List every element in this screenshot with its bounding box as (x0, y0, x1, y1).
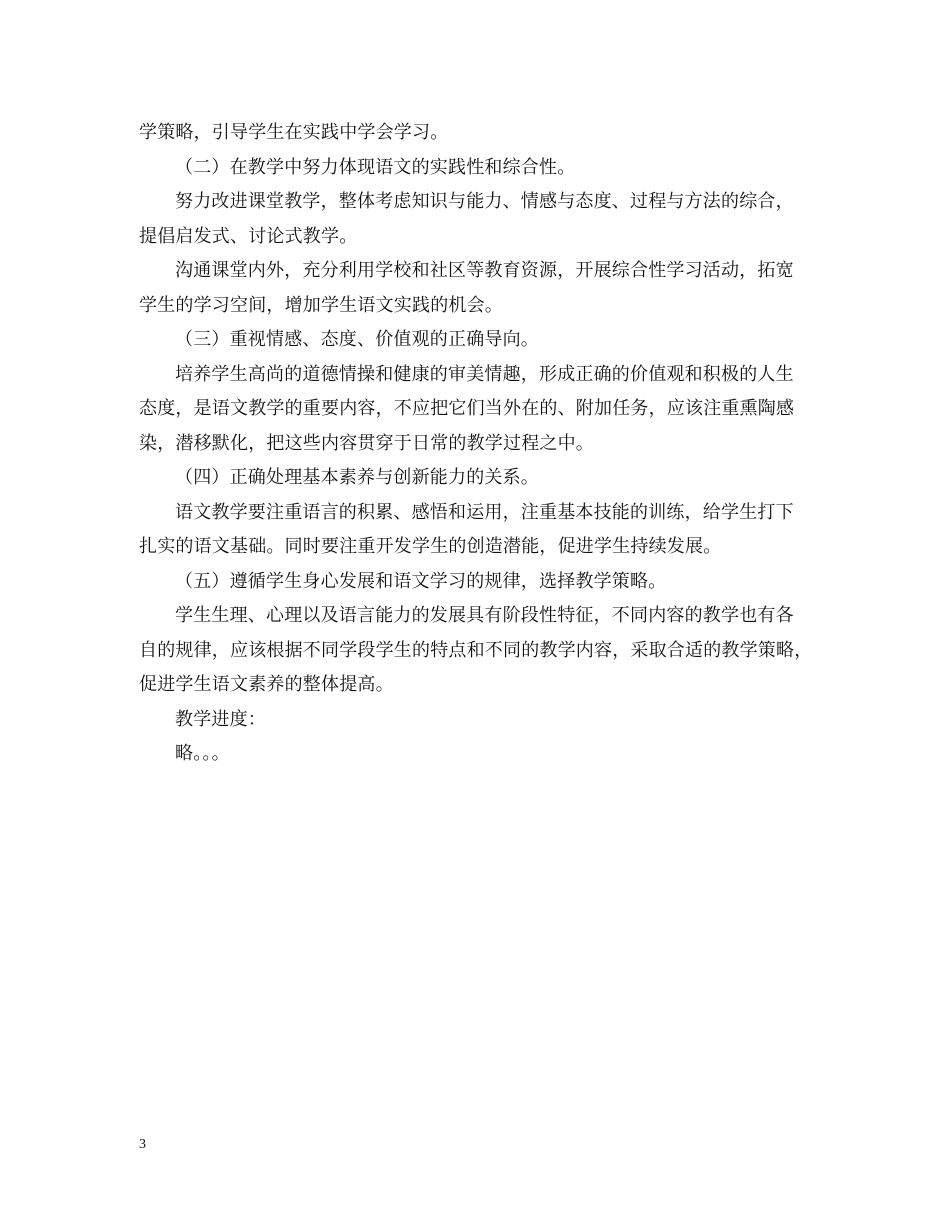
section-heading-4: （四）正确处理基本素养与创新能力的关系。 (175, 467, 539, 488)
text-line-continuation: 学策略，引导学生在实践中学会学习。 (139, 122, 449, 143)
document-body (139, 116, 819, 772)
paragraph-line: 语文教学要注重语言的积累、感悟和运用，注重基本技能的训练，给学生打下 (175, 501, 794, 523)
paragraph-line: 自的规律，应该根据不同学段学生的特点和不同的教学内容，采取合适的教学策略， (139, 639, 813, 661)
paragraph-line: 染，潜移默化，把这些内容贯穿于日常的教学过程之中。 (139, 432, 594, 454)
paragraph-line: 促进学生语文素养的整体提高。 (139, 674, 394, 695)
paragraph-line: 提倡启发式、讨论式教学。 (139, 225, 358, 247)
paragraph-line: 培养学生高尚的道德情操和健康的审美情趣，形成正确的价值观和积极的人生 (175, 363, 794, 385)
paragraph-line: 努力改进课堂教学，整体考虑知识与能力、情感与态度、过程与方法的综合， (175, 191, 794, 212)
teaching-progress-heading: 教学进度： (175, 708, 266, 730)
teaching-progress-text: 略。。。 (175, 743, 230, 764)
section-heading-2: （二）在教学中努力体现语文的实践性和综合性。 (175, 156, 576, 178)
section-heading-3: （三）重视情感、态度、价值观的正确导向。 (175, 329, 539, 350)
paragraph-line: 态度，是语文教学的重要内容，不应把它们当外在的、附加任务，应该注重熏陶感 (139, 398, 795, 419)
paragraph-line: 沟通课堂内外，充分利用学校和社区等教育资源，开展综合性学习活动，拓宽 (175, 260, 794, 281)
section-heading-5: （五）遵循学生身心发展和语文学习的规律，选择教学策略。 (175, 570, 667, 592)
paragraph-line: 学生生理、心理以及语言能力的发展具有阶段性特征，不同内容的教学也有各 (175, 605, 794, 626)
page-number: 3 (139, 1137, 146, 1152)
paragraph-line: 学生的学习空间，增加学生语文实践的机会。 (139, 294, 503, 316)
paragraph-line: 扎实的语文基础。同时要注重开发学生的创造潜能，促进学生持续发展。 (139, 536, 722, 557)
